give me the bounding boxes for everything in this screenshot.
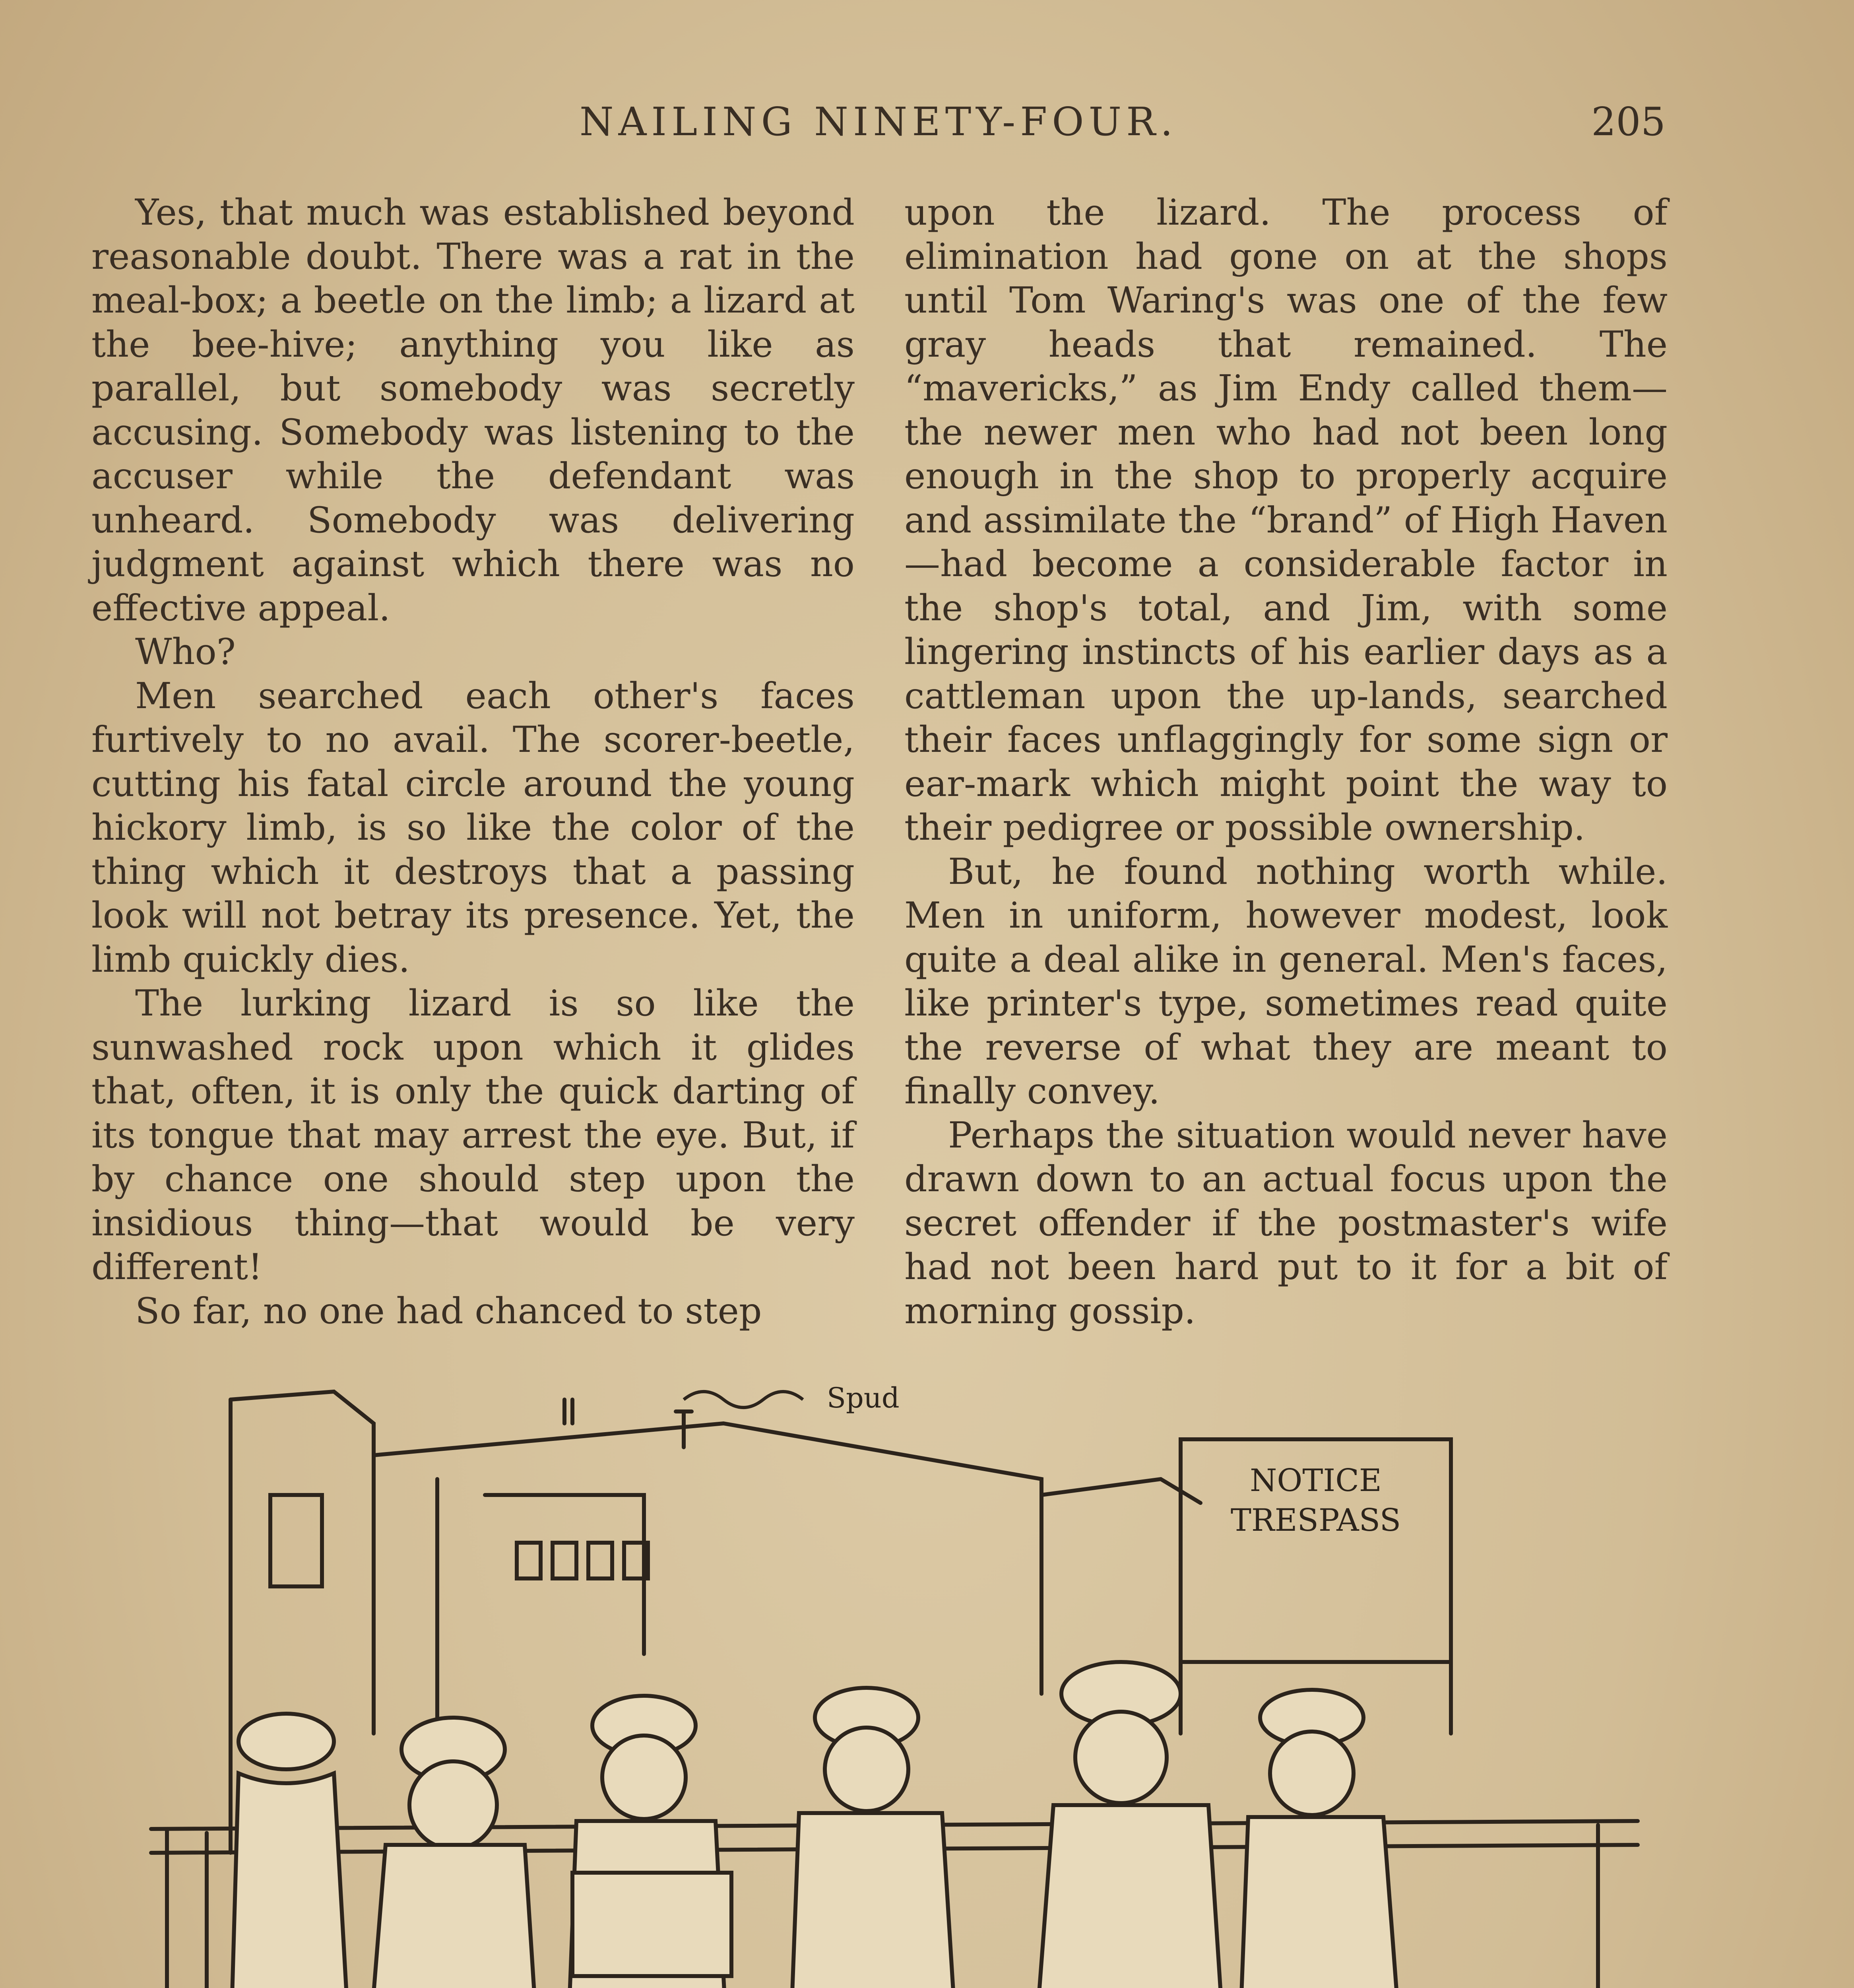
illustration-workmen (127, 1376, 1654, 1988)
sign-trespass-text: TRESPASS (1230, 1503, 1401, 1538)
scribble-mark (684, 1392, 803, 1408)
page-header (91, 91, 1666, 151)
running-title: NAILING NINETY-FOUR. (579, 99, 1178, 145)
paragraph: But, he found nothing worth while. Men in uniform, however modest, look quite a deal alike in general. Men's faces, like printer's type, sometimes read quite the reverse of what they are meant to finally convey. (904, 850, 1668, 1112)
text-column-left (91, 191, 855, 1333)
scribble-text: Spud (827, 1382, 900, 1414)
paragraph: The lurking lizard is so like the sunwashed rock upon which it glides that, often, it is only the quick darting of its tongue that may arrest the eye. But, if by chance one should step upon the insidious thing—that would be very different! (91, 982, 855, 1288)
paragraph: Yes, that much was established beyond reasonable doubt. There was a rat in the meal-box; a beetle on the limb; a lizard at the bee-hive; anything you like as parallel, but somebody was secretly accusing. Somebody was listening to the accuser while the defendant was unheard. Somebody was delivering judgment against which there was no effective appeal. (91, 192, 855, 629)
paragraph: So far, no one had chanced to step (135, 1290, 762, 1332)
page-number: 205 (1591, 99, 1666, 145)
paragraph: Who? (135, 631, 236, 673)
sign-notice-text: NOTICE (1250, 1463, 1382, 1499)
text-column-right (904, 191, 1668, 1333)
paragraph: Men searched each other's faces furtively to no avail. The scorer-beetle, cutting his fatal circle around the young hickory limb, is so like the color of the thing which it destroys that a passing look will not betray its presence. Yet, the limb quickly dies. (91, 675, 855, 980)
paragraph: upon the lizard. The process of elimination had gone on at the shops until Tom Waring's was one of the few gray heads that remained. The “mavericks,” as Jim Endy called them—the newer men who had not been long enough in the shop to properly acquire and assimilate the “brand” of High Haven—had become a considerable factor in the shop's total, and Jim, with some lingering instincts of his earlier days as a cattleman upon the up-lands, searched their faces unflaggingly for some sign or ear-mark which might point the way to their pedigree or possible ownership. (904, 192, 1668, 848)
paragraph: Perhaps the situation would never have drawn down to an actual focus upon the secret offender if the postmaster's wife had not been hard put to it for a bit of morning gossip. (904, 1114, 1668, 1332)
